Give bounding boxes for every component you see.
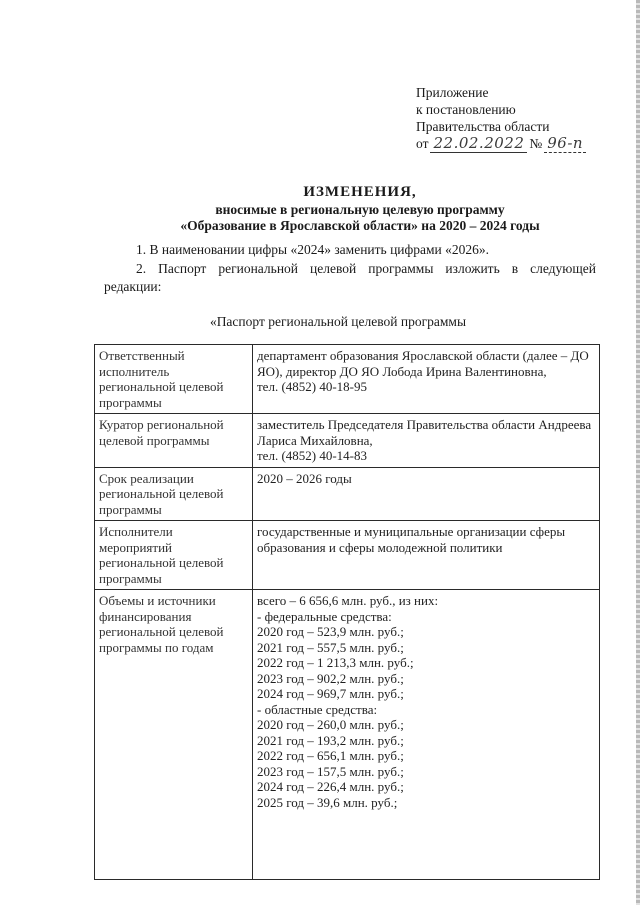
row-value: государственные и муниципальные организации сферы образования и сферы молодежной политики xyxy=(253,521,600,590)
number-prefix: № xyxy=(529,136,543,151)
table-row xyxy=(95,467,600,521)
table-row xyxy=(95,414,600,468)
table-row xyxy=(95,345,600,414)
row-value-text: заместитель Председателя Правительства области Андреева Лариса Михайловна, xyxy=(257,417,592,448)
appendix-block xyxy=(416,84,588,153)
row-label: Куратор региональной целевой программы xyxy=(95,414,253,468)
row-label: Ответственный исполнитель региональной целевой программы xyxy=(95,345,253,414)
finance-line: 2020 год – 523,9 млн. руб.; xyxy=(257,624,404,639)
finance-line: - федеральные средства: xyxy=(257,608,392,624)
row-label: Исполнители мероприятий региональной целевой программы xyxy=(95,521,253,590)
finance-line: - областные средства: xyxy=(257,701,378,717)
appendix-line-2: к постановлению xyxy=(416,102,516,117)
finance-line: 2021 год – 193,2 млн. руб.; xyxy=(257,732,404,748)
row-value xyxy=(253,345,600,414)
handwritten-number: 96-п xyxy=(544,135,586,153)
paragraph-2: 2. Паспорт региональной целевой программы изложить в следующей редакции: xyxy=(104,261,596,294)
title-main: ИЗМЕНЕНИЯ, xyxy=(303,184,417,200)
finance-line: 2022 год – 1 213,3 млн. руб.; xyxy=(257,655,414,670)
finance-list xyxy=(253,590,600,880)
row-label: Объемы и источники финансирования региональной целевой программы по годам xyxy=(95,590,253,880)
row-value-text: департамент образования Ярославской области (далее – ДО ЯО), директор ДО ЯО Лобода Ирина Валентиновна, xyxy=(257,348,589,379)
paragraph-1: 1. В наименовании цифры «2024» заменить цифрами «2026». xyxy=(136,242,490,257)
passport-heading: «Паспорт региональной целевой программы xyxy=(209,314,467,329)
date-prefix: от xyxy=(416,136,429,151)
scan-edge xyxy=(636,0,640,905)
finance-line: всего – 6 656,6 млн. руб., из них: xyxy=(257,593,439,608)
finance-line: 2024 год – 226,4 млн. руб.; xyxy=(257,779,404,794)
table-row xyxy=(95,521,600,590)
appendix-line-3: Правительства области xyxy=(416,119,550,134)
finance-line: 2021 год – 557,5 млн. руб.; xyxy=(257,639,404,655)
finance-line: 2024 год – 969,7 млн. руб.; xyxy=(257,686,404,701)
handwritten-date: 22.02.2022 xyxy=(430,135,527,153)
passport-table xyxy=(94,344,600,880)
finance-line: 2022 год – 656,1 млн. руб.; xyxy=(257,748,404,763)
row-value-phone: тел. (4852) 40-18-95 xyxy=(257,379,368,394)
row-value xyxy=(253,414,600,468)
appendix-date-row xyxy=(416,135,588,153)
document-title xyxy=(90,184,630,234)
row-value: 2020 – 2026 годы xyxy=(253,467,600,521)
finance-line: 2023 год – 157,5 млн. руб.; xyxy=(257,763,404,779)
table-row xyxy=(95,590,600,880)
appendix-line-1: Приложение xyxy=(416,85,489,100)
title-line-2: вносимые в региональную целевую программу xyxy=(215,202,505,217)
finance-line: 2020 год – 260,0 млн. руб.; xyxy=(257,717,404,732)
row-value-phone: тел. (4852) 40-14-83 xyxy=(257,448,368,463)
row-label: Срок реализации региональной целевой программы xyxy=(95,467,253,521)
finance-line: 2025 год – 39,6 млн. руб.; xyxy=(257,794,398,810)
finance-line: 2023 год – 902,2 млн. руб.; xyxy=(257,670,404,686)
title-line-3: «Образование в Ярославской области» на 2020 – 2024 годы xyxy=(180,218,540,233)
